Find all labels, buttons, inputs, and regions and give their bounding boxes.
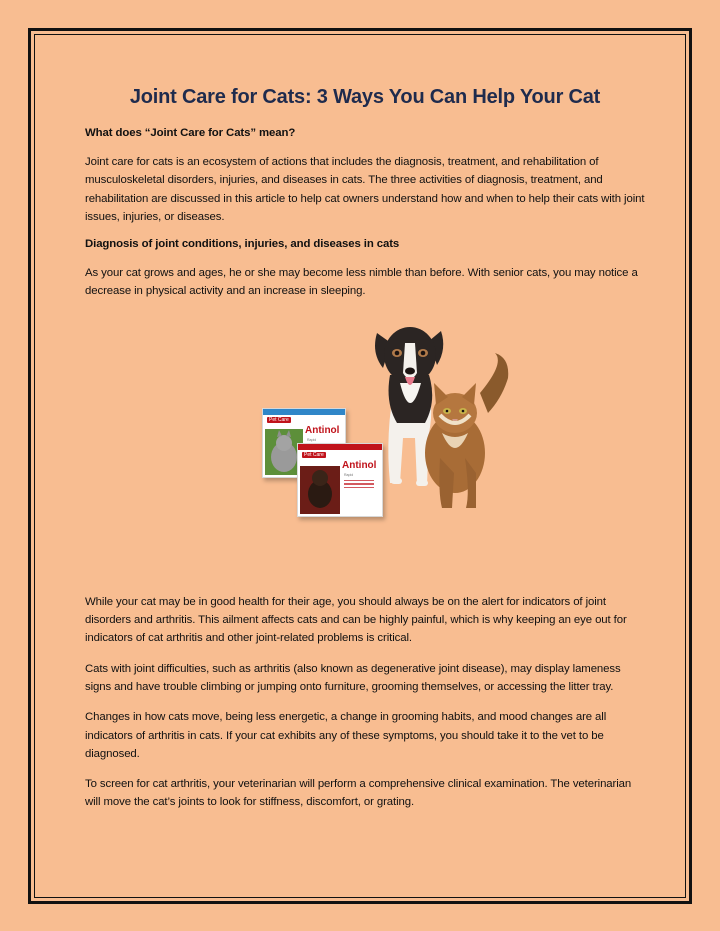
product-photo [85, 313, 645, 563]
page-title: Joint Care for Cats: 3 Ways You Can Help Your Cat [129, 86, 601, 108]
article [85, 86, 645, 824]
paragraph: To screen for cat arthritis, your veterinarian will perform a comprehensive clinical examination. The veterinarian will move the cat’s joints to look for stiffness, discomfort, or grating. [85, 778, 632, 809]
paragraph: Cats with joint difficulties, such as arthritis (also known as degenerative joint disease), may display lameness signs and have trouble climbing or jumping onto furniture, grooming themselves, or accessing the litter tray. [85, 662, 621, 693]
dog-illustration [300, 466, 340, 514]
paragraph: Joint care for cats is an ecosystem of actions that includes the diagnosis, treatment, and rehabilitation of musculoskeletal disorders, injuries, and diseases in cats. The three activities of diagnosis, treatment, and rehabilitation are discussed in this article to help cat owners understand how and when to help their cats with joint issues, injuries, or diseases. [85, 156, 645, 223]
paragraph: Changes in how cats move, being less energetic, a change in grooming habits, and mood changes are all indicators of arthritis in cats. If your cat exhibits any of these symptoms, you should take it to the vet to be diagnosed. [85, 711, 607, 760]
section-heading: What does “Joint Care for Cats” mean? [85, 127, 296, 139]
product-name: Antinol [305, 424, 340, 436]
product-sub: Rapid [344, 472, 354, 477]
paragraph: As your cat grows and ages, he or she may become less nimble than before. With senior cats, you may notice a decrease in physical activity and an increase in sleeping. [85, 267, 638, 298]
section-heading: Diagnosis of joint conditions, injuries, and diseases in cats [85, 238, 400, 251]
cat-photo [410, 353, 520, 513]
brand-tag: Pet Care [269, 416, 289, 423]
product-sub: Rapid [307, 437, 317, 442]
brand-tag: Pet Care [304, 451, 324, 458]
paragraph: While your cat may be in good health for their age, you should always be on the alert for indicators of joint disorders and arthritis. This ailment affects cats and can be highly painful, which is why keeping an eye out for indicators of cat arthritis and other joint-related problems is critical. [85, 595, 627, 645]
product-name: Antinol [342, 459, 377, 471]
